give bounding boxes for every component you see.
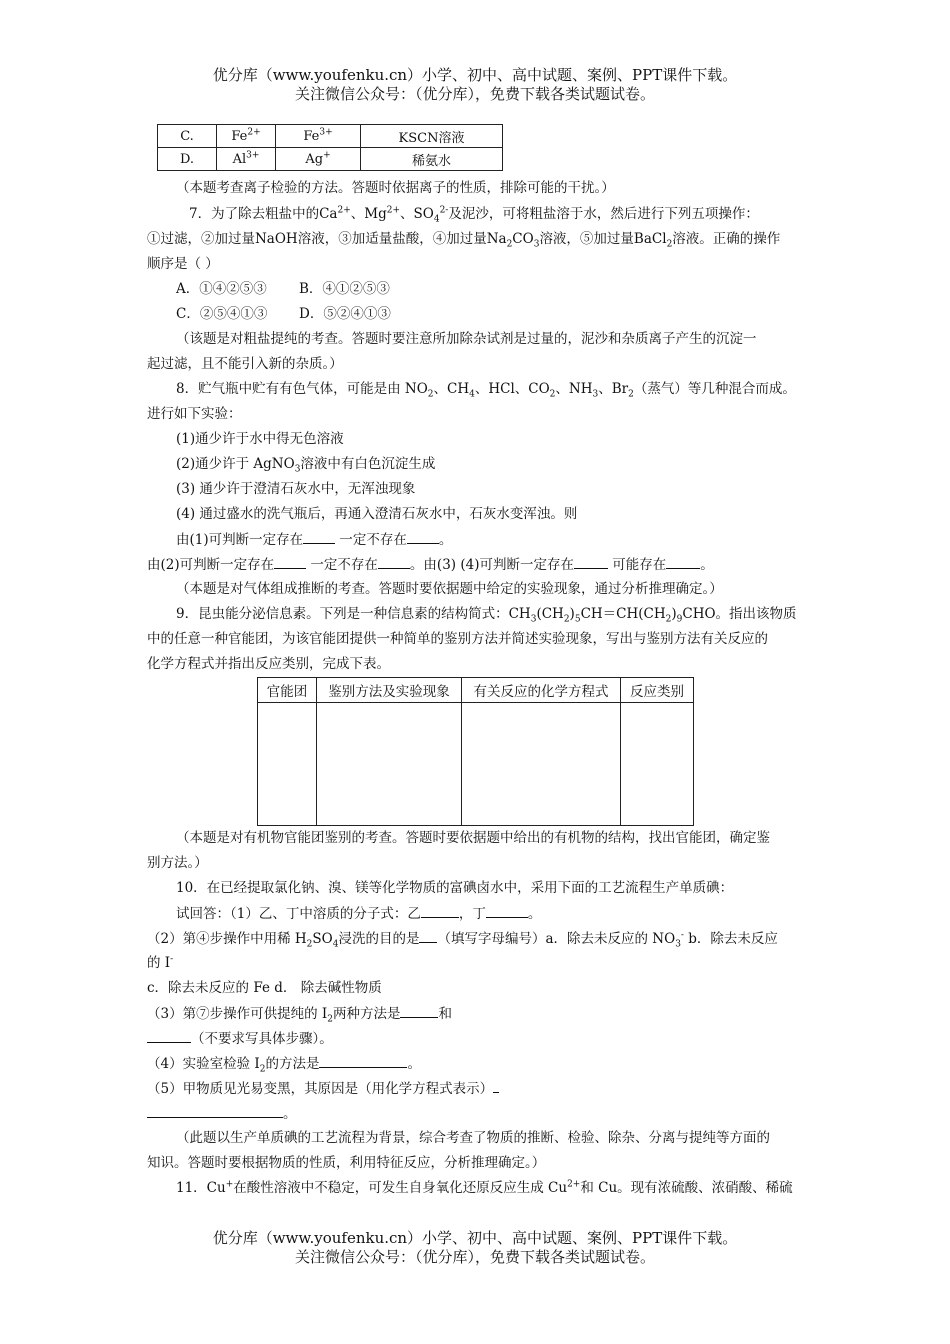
note-q9-line-1: （本题是对有机物官能团鉴别的考查。答题时要依据题中给出的有机物的结构，找出官能团，确定鉴 (176, 830, 770, 846)
note-q7-line-2: 起过滤，且不能引入新的杂质。） (147, 356, 343, 372)
q8-stem-line-1: 8．贮气瓶中贮有有色气体，可能是由 $NO_2$、$CH_4$、HCl、$CO_2$、$NH_3$、$Br_2$（蒸气）等几种混合而成。 (176, 381, 796, 400)
column-header: 官能团 (258, 678, 317, 703)
q7-option-b: B．④①②⑤③ (299, 281, 390, 297)
answer-blank[interactable] (666, 554, 700, 569)
note-q8: （本题是对气体组成推断的考查。答题时要依据题中给定的实验现象，通过分析推理确定。） (176, 581, 723, 597)
reagent-cell: KSCN溶液 (361, 125, 503, 148)
footer-line-2: 关注微信公众号：（优分库），免费下载各类试题试卷。 (294, 1248, 655, 1266)
q10-part-2-line-2: 的 I- (147, 954, 174, 971)
q7-stem-line-1: 7．为了除去粗盐中的$Ca^{2+}$、$Mg^{2+}$、$SO_4^{2-}$及泥沙，可将粗盐溶于水，然后进行下列五项操作： (189, 205, 759, 225)
q7-stem-line-2: ①过滤，②加过量NaOH溶液，③加适量盐酸，④加过量$Na_2CO_3$溶液，⑤加过量BaCl$_2$溶液。正确的操作 (147, 231, 781, 250)
q7-stem-line-3: 顺序是（ ） (147, 256, 219, 272)
answer-blank[interactable] (303, 529, 335, 544)
q10-part-2-line-1: （2）第④步操作中用稀 $H_2SO_4$浸洗的目的是 （填写字母编号）a．除去未反应的 $NO_3^-$ b．除去未反应 (147, 928, 778, 949)
option-label: D. (158, 148, 217, 171)
q7-option-c: C．②⑤④①③ (176, 306, 268, 322)
ion-cell: $Fe^{2+}$ (217, 125, 276, 148)
q10-stem-line-1: 10．在已经提取氯化钠、溴、镁等化学物质的富碘卤水中，采用下面的工艺流程生产单质碘： (176, 880, 734, 896)
answer-blank[interactable] (274, 554, 306, 569)
note-q7-line-1: （该题是对粗盐提纯的考查。答题时要注意所加除杂试剂是过量的，泥沙和杂质离子产生的沉淀一 (176, 331, 757, 347)
page-footer (0, 1229, 950, 1267)
q10-part-5-line-1: （5）甲物质见光易变黑，其原因是（用化学方程式表示） (147, 1078, 499, 1099)
answer-blank[interactable] (574, 554, 608, 569)
ion-cell: $Al^{3+}$ (217, 148, 276, 171)
answer-cell[interactable] (462, 703, 621, 826)
column-header: 鉴别方法及实验现象 (317, 678, 462, 703)
answer-blank[interactable] (400, 1003, 438, 1018)
option-label: C. (158, 125, 217, 148)
q8-experiment-2: (2)通少许于 AgNO$_3$溶液中有白色沉淀生成 (176, 456, 436, 475)
header-line-1: 优分库（www.youfenku.cn）小学、初中、高中试题、案例、PPT课件下载。 (212, 66, 738, 84)
reagent-cell: 稀氨水 (361, 148, 503, 171)
note-q10-line-2: 知识。答题时要根据物质的性质，利用特征反应，分析推理确定。） (147, 1155, 546, 1171)
q8-judgement-2: 由(2)可判断一定存在 一定不存在 。由(3) (4)可判断一定存在 可能存在 。 (147, 554, 714, 575)
ion-test-table (157, 124, 503, 171)
answer-blank[interactable] (419, 928, 437, 943)
q8-experiment-4: (4) 通过盛水的洗气瓶后，再通入澄清石灰水中，石灰水变浑浊。则 (176, 506, 578, 522)
answer-blank[interactable] (378, 554, 410, 569)
q8-experiment-3: (3) 通少许于澄清石灰水中，无浑浊现象 (176, 481, 416, 497)
answer-cell[interactable] (621, 703, 694, 826)
answer-blank[interactable] (147, 1103, 283, 1118)
note-q6: （本题考查离子检验的方法。答题时依据离子的性质，排除可能的干扰。） (176, 180, 615, 196)
q9-stem-line-2: 中的任意一种官能团，为该官能团提供一种简单的鉴别方法并简述实验现象，写出与鉴别方法有关反应的 (147, 631, 768, 647)
functional-group-table (257, 677, 694, 826)
q10-part-1: 试回答：（1）乙、丁中溶质的分子式：乙 ，丁 。 (176, 903, 541, 924)
table-row (258, 703, 694, 826)
q10-part-3-line-2: （不要求写具体步骤）。 (147, 1028, 333, 1049)
column-header: 反应类别 (621, 678, 694, 703)
q10-part-5-line-2: 。 (147, 1103, 297, 1124)
table-row (158, 125, 503, 148)
q8-stem-line-2: 进行如下实验： (147, 406, 242, 422)
q7-option-d: D．⑤②④①③ (299, 306, 391, 322)
page-header (0, 66, 950, 104)
q9-stem-line-3: 化学方程式并指出反应类别，完成下表。 (147, 656, 390, 672)
q10-part-4: （4）实验室检验 $I_2$的方法是 。 (147, 1053, 421, 1074)
footer-line-1: 优分库（www.youfenku.cn）小学、初中、高中试题、案例、PPT课件下载。 (212, 1229, 738, 1247)
answer-blank[interactable] (493, 1078, 499, 1093)
ion-cell: Ag+ (276, 148, 361, 171)
note-q9-line-2: 别方法。） (147, 855, 208, 871)
note-q10-line-1: （此题以生产单质碘的工艺流程为背景，综合考查了物质的推断、检验、除杂、分离与提纯等方面的 (176, 1130, 770, 1146)
q11-stem-line-1: 11．Cu+在酸性溶液中不稳定，可发生自身氧化还原反应生成 $Cu^{2+}$和 Cu。现有浓硫酸、浓硝酸、稀硫 (176, 1179, 793, 1196)
answer-blank[interactable] (407, 529, 439, 544)
q8-judgement-1: 由(1)可判断一定存在 一定不存在 。 (176, 529, 452, 550)
header-line-2: 关注微信公众号：（优分库），免费下载各类试题试卷。 (294, 85, 655, 103)
answer-blank[interactable] (319, 1053, 407, 1068)
answer-cell[interactable] (258, 703, 317, 826)
answer-blank[interactable] (421, 903, 459, 918)
table-header-row (258, 678, 694, 703)
table-row (158, 148, 503, 171)
answer-blank[interactable] (486, 903, 528, 918)
q10-part-3-line-1: （3）第⑦步操作可供提纯的 $I_2$两种方法是 和 (147, 1003, 452, 1024)
q8-experiment-1: (1)通少许于水中得无色溶液 (176, 431, 344, 447)
answer-cell[interactable] (317, 703, 462, 826)
q9-stem-line-1: 9．昆虫能分泌信息素。下列是一种信息素的结构简式：$CH_3(CH_2)_5CH=CH(CH_2)_9CHO$。指出该物质 (176, 606, 797, 625)
column-header: 有关反应的化学方程式 (462, 678, 621, 703)
answer-blank[interactable] (147, 1028, 191, 1043)
q7-option-a: A．①④②⑤③ (176, 281, 267, 297)
ion-cell: $Fe^{3+}$ (276, 125, 361, 148)
q10-part-2-line-3: c．除去未反应的 Fe d． 除去碱性物质 (147, 980, 382, 996)
